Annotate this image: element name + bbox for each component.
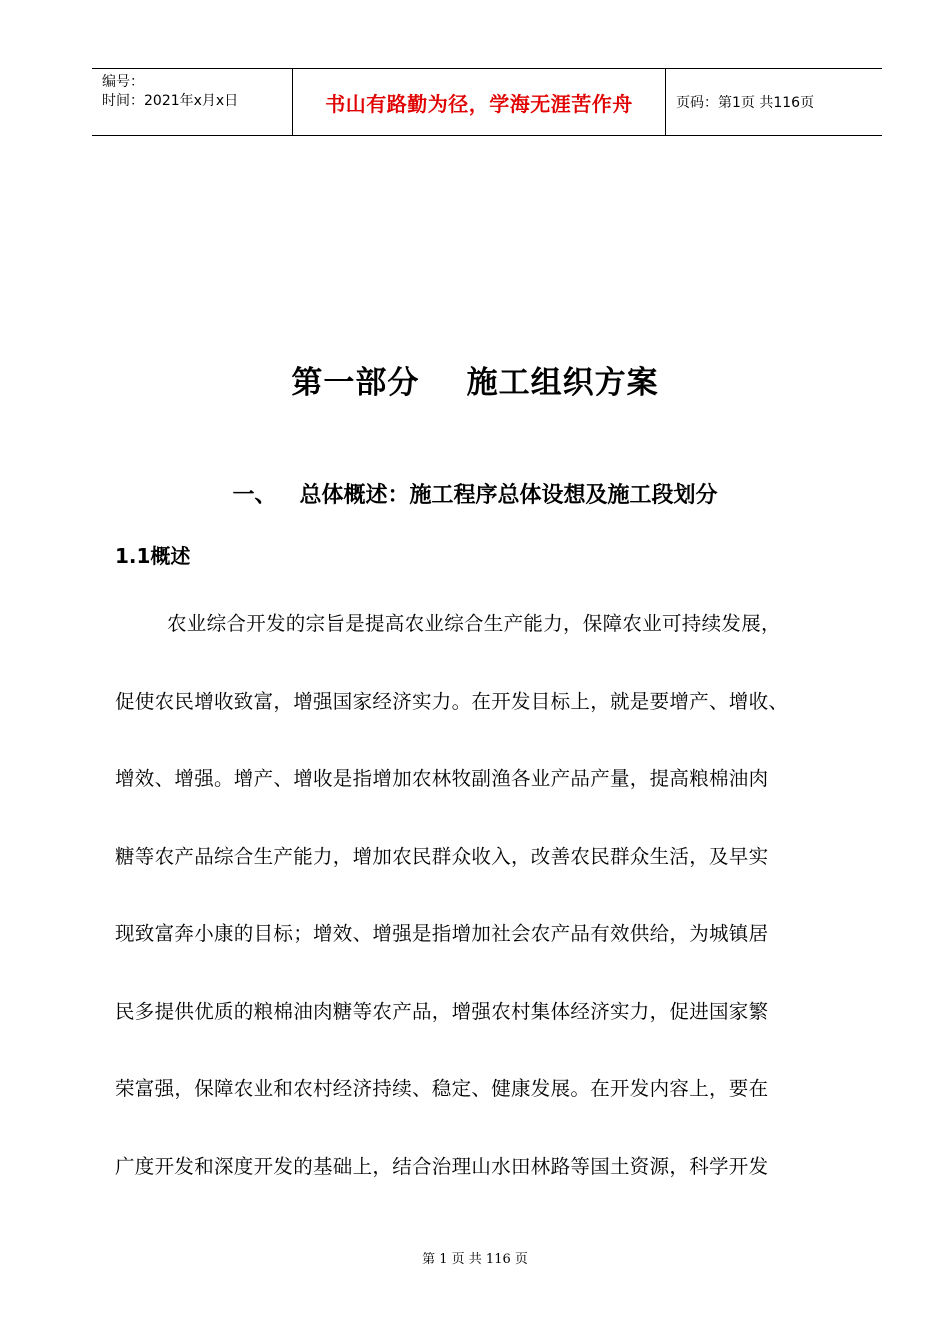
header-meta-cell <box>92 69 293 135</box>
page-header-table <box>92 68 882 136</box>
page-footer: 第 1 页 共 116 页 <box>422 1252 528 1267</box>
header-page-info: 页码：第1页 共116页 <box>676 95 815 111</box>
body-line: 广度开发和深度开发的基础上，结合治理山水田林路等国土资源，科学开发 <box>115 1154 769 1178</box>
body-line: 农业综合开发的宗旨是提高农业综合生产能力，保障农业可持续发展， <box>167 612 781 635</box>
body-line: 民多提供优质的粮棉油肉糖等农产品，增强农村集体经济实力，促进国家繁 <box>115 999 769 1023</box>
subsection-heading: 1.1概述 <box>115 544 191 568</box>
body-line: 荣富强，保障农业和农村经济持续、稳定、健康发展。在开发内容上，要在 <box>115 1077 769 1100</box>
body-line: 糖等农产品综合生产能力，增加农民群众收入，改善农民群众生活，及早实 <box>115 844 769 868</box>
date-label: 时间：2021年x月x日 <box>102 93 239 109</box>
body-line: 增效、增强。增产、增收是指增加农林牧副渔各业产品产量，提高粮棉油肉 <box>115 767 769 790</box>
section-heading: 一、 总体概述：施工程序总体设想及施工段划分 <box>232 483 718 508</box>
serial-number-label: 编号： <box>102 74 144 90</box>
document-title: 第一部分 施工组织方案 <box>291 365 659 401</box>
body-line: 现致富奔小康的目标；增效、增强是指增加社会农产品有效供给，为城镇居 <box>115 922 769 945</box>
header-motto: 书山有路勤为径，学海无涯苦作舟 <box>293 69 666 135</box>
body-paragraph <box>115 604 855 1224</box>
body-line: 促使农民增收致富，增强国家经济实力。在开发目标上，就是要增产、增收、 <box>115 689 789 713</box>
